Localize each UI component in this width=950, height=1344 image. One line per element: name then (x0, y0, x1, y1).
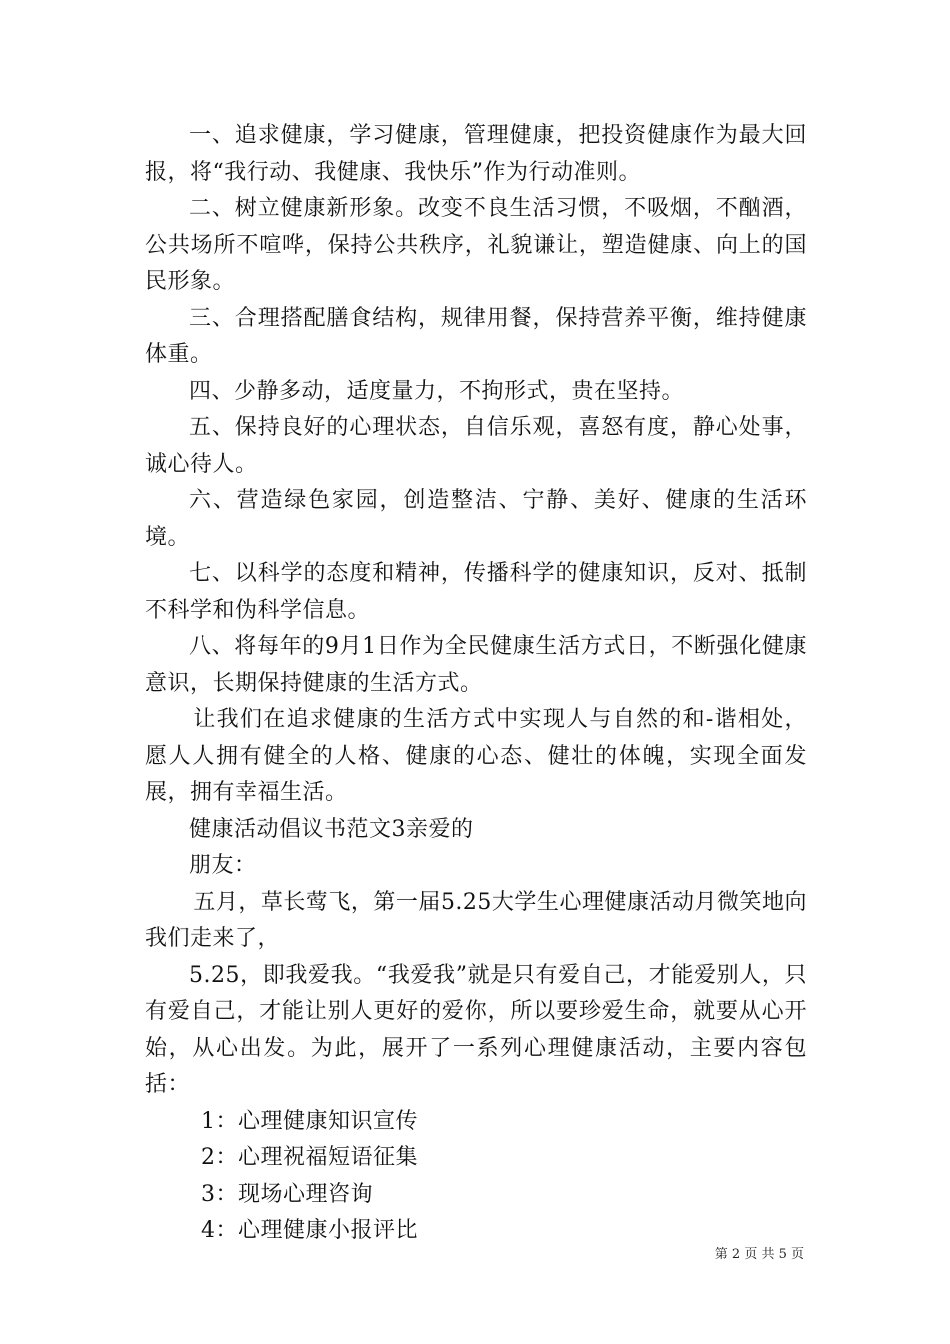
paragraph-2: 二、树立健康新形象。改变不良生活习惯，不吸烟，不酗酒，公共场所不喧哗，保持公共秩序，礼貌谦让，塑造健康、向上的国民形象。 (145, 196, 807, 294)
paragraph-intro: 五月，草长莺飞，第一届5.25大学生心理健康活动月微笑地向我们走来了， (145, 889, 807, 951)
paragraph-6: 六、营造绿色家园，创造整洁、宁静、美好、健康的生活环境。 (145, 488, 807, 550)
list-item-1: 1：心理健康知识宣传 (201, 1108, 418, 1134)
document-body (145, 118, 807, 1250)
list-item-2: 2：心理祝福短语征集 (201, 1145, 418, 1170)
paragraph-8: 八、将每年的9月1日作为全民健康生活方式日，不断强化健康意识，长期保持健康的生活方式。 (145, 634, 807, 696)
paragraph-1: 一、追求健康，学习健康，管理健康，把投资健康作为最大回报，将“我行动、我健康、我快乐”作为行动准则。 (145, 123, 807, 185)
paragraph-7: 七、以科学的态度和精神，传播科学的健康知识，反对、抵制不科学和伪科学信息。 (145, 561, 807, 623)
paragraph-525: 5.25，即我爱我。“我爱我”就是只有爱自己，才能爱别人，只有爱自己，才能让别人更好的爱你，所以要珍爱生命，就要从心开始，从心出发。为此，展开了一系列心理健康活动，主要内容包括： (145, 962, 807, 1097)
paragraph-5: 五、保持良好的心理状态，自信乐观，喜怒有度，静心处事，诚心待人。 (145, 415, 807, 477)
page-number: 第 2 页 共 5 页 (714, 1247, 804, 1262)
paragraph-4: 四、少静多动，适度量力，不拘形式，贵在坚持。 (189, 378, 685, 404)
section-heading: 健康活动倡议书范文3亲爱的 (189, 816, 474, 842)
paragraph-3: 三、合理搭配膳食结构，规律用餐，保持营养平衡，维持健康体重。 (145, 305, 807, 367)
list-item-4: 4：心理健康小报评比 (201, 1218, 418, 1243)
salutation: 朋友： (189, 853, 257, 878)
paragraph-closing: 让我们在追求健康的生活方式中实现人与自然的和-谐相处，愿人人拥有健全的人格、健康的心态、健壮的体魄，实现全面发展，拥有幸福生活。 (145, 707, 807, 805)
list-item-3: 3：现场心理咨询 (201, 1181, 373, 1207)
